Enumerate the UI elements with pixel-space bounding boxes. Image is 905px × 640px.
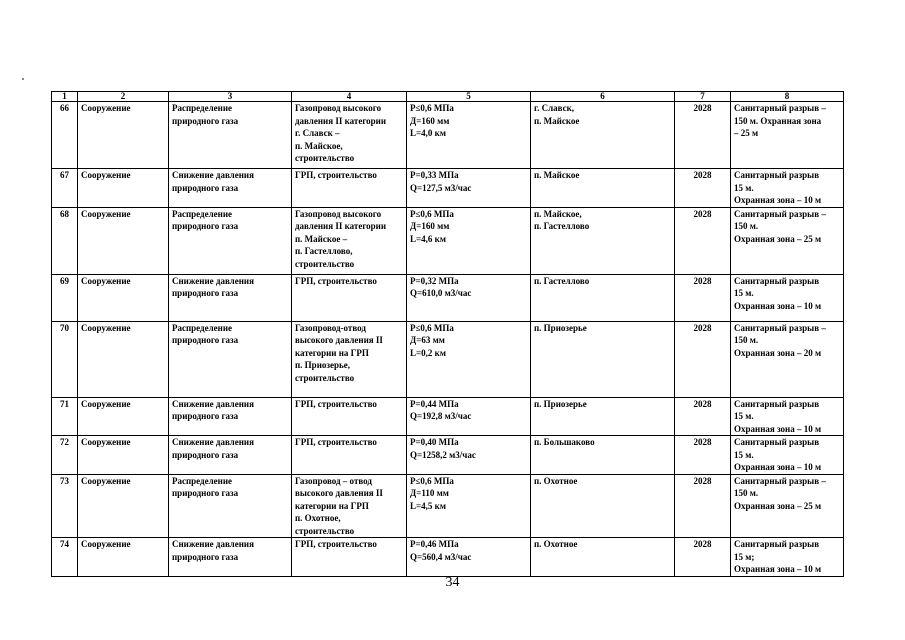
col-header: 2 (78, 92, 169, 102)
cell-num: 69 (52, 274, 78, 321)
cell-num: 74 (52, 538, 78, 577)
cell-zone: Санитарный разрыв 15 м. Охранная зона – 10 м (731, 274, 844, 321)
cell-purpose: Распределение природного газа (169, 207, 292, 274)
cell-object: Газопровод – отвод высокого давления II категории на ГРП п. Охотное, строительство (292, 474, 407, 538)
cell-year: 2028 (675, 274, 731, 321)
cell-type: Сооружение (78, 397, 169, 436)
cell-location: п. Майское, п. Гастеллово (531, 207, 675, 274)
table-row (52, 274, 844, 321)
cell-object: Газопровод-отвод высокого давления II категории на ГРП п. Приозерье, строительство (292, 321, 407, 397)
col-header: 7 (675, 92, 731, 102)
cell-year: 2028 (675, 436, 731, 475)
cell-type: Сооружение (78, 102, 169, 169)
cell-zone: Санитарный разрыв 15 м. Охранная зона – 10 м (731, 169, 844, 208)
cell-purpose: Распределение природного газа (169, 474, 292, 538)
cell-location: п. Охотное (531, 538, 675, 577)
col-header: 5 (407, 92, 531, 102)
cell-num: 67 (52, 169, 78, 208)
cell-num: 71 (52, 397, 78, 436)
cell-params: P=0,44 МПа Q=192,8 м3/час (407, 397, 531, 436)
data-table (51, 91, 844, 577)
cell-purpose: Снижение давления природного газа (169, 274, 292, 321)
cell-zone: Санитарный разрыв 15 м. Охранная зона – 10 м (731, 397, 844, 436)
cell-object: Газопровод высокого давления II категории п. Майское – п. Гастеллово, строительство (292, 207, 407, 274)
cell-zone: Санитарный разрыв – 150 м. Охранная зона – 20 м (731, 321, 844, 397)
col-header: 8 (731, 92, 844, 102)
cell-purpose: Снижение давления природного газа (169, 397, 292, 436)
cell-location: п. Охотное (531, 474, 675, 538)
cell-params: P≤0,6 МПа Д=160 мм L=4,6 км (407, 207, 531, 274)
cell-year: 2028 (675, 169, 731, 208)
col-header: 3 (169, 92, 292, 102)
cell-location: п. Приозерье (531, 321, 675, 397)
cell-params: P=0,46 МПа Q=560,4 м3/час (407, 538, 531, 577)
table-row (52, 169, 844, 208)
cell-type: Сооружение (78, 474, 169, 538)
cell-year: 2028 (675, 538, 731, 577)
table-row (52, 397, 844, 436)
cell-params: P≤0,6 МПа Д=63 мм L=0,2 км (407, 321, 531, 397)
cell-object: Газопровод высокого давления II категории г. Славск – п. Майское, строительство (292, 102, 407, 169)
cell-year: 2028 (675, 397, 731, 436)
cell-params: P=0,33 МПа Q=127,5 м3/час (407, 169, 531, 208)
cell-object: ГРП, строительство (292, 397, 407, 436)
cell-year: 2028 (675, 321, 731, 397)
col-header: 6 (531, 92, 675, 102)
col-header: 1 (52, 92, 78, 102)
cell-purpose: Распределение природного газа (169, 321, 292, 397)
cell-type: Сооружение (78, 321, 169, 397)
cell-params: P≤0,6 МПа Д=160 мм L=4,0 км (407, 102, 531, 169)
table-row (52, 538, 844, 577)
header-row (52, 92, 844, 102)
cell-num: 72 (52, 436, 78, 475)
cell-location: п. Майское (531, 169, 675, 208)
page-number: 34 (445, 575, 460, 590)
cell-location: п. Гастеллово (531, 274, 675, 321)
cell-num: 68 (52, 207, 78, 274)
cell-params: P≤0,6 МПа Д=110 мм L=4,5 км (407, 474, 531, 538)
cell-type: Сооружение (78, 169, 169, 208)
table-row (52, 102, 844, 169)
cell-type: Сооружение (78, 274, 169, 321)
cell-zone: Санитарный разрыв – 150 м. Охранная зона – 25 м (731, 474, 844, 538)
cell-year: 2028 (675, 207, 731, 274)
cell-purpose: Снижение давления природного газа (169, 538, 292, 577)
cell-zone: Санитарный разрыв 15 м. Охранная зона – 10 м (731, 436, 844, 475)
cell-object: ГРП, строительство (292, 169, 407, 208)
scan-speck (22, 78, 24, 80)
cell-params: P=0,40 МПа Q=1258,2 м3/час (407, 436, 531, 475)
cell-location: г. Славск, п. Майское (531, 102, 675, 169)
cell-type: Сооружение (78, 207, 169, 274)
cell-zone: Санитарный разрыв – 150 м. Охранная зона – 25 м (731, 102, 844, 169)
cell-purpose: Снижение давления природного газа (169, 169, 292, 208)
table-row (52, 207, 844, 274)
table-row (52, 474, 844, 538)
cell-type: Сооружение (78, 538, 169, 577)
table-row (52, 321, 844, 397)
cell-object: ГРП, строительство (292, 538, 407, 577)
cell-object: ГРП, строительство (292, 436, 407, 475)
col-header: 4 (292, 92, 407, 102)
cell-purpose: Снижение давления природного газа (169, 436, 292, 475)
cell-num: 66 (52, 102, 78, 169)
cell-year: 2028 (675, 102, 731, 169)
cell-params: P=0,32 МПа Q=610,0 м3/час (407, 274, 531, 321)
cell-num: 73 (52, 474, 78, 538)
table-row (52, 436, 844, 475)
cell-purpose: Распределение природного газа (169, 102, 292, 169)
cell-object: ГРП, строительство (292, 274, 407, 321)
cell-zone: Санитарный разрыв – 150 м. Охранная зона – 25 м (731, 207, 844, 274)
cell-year: 2028 (675, 474, 731, 538)
cell-location: п. Большаково (531, 436, 675, 475)
cell-location: п. Приозерье (531, 397, 675, 436)
cell-type: Сооружение (78, 436, 169, 475)
cell-num: 70 (52, 321, 78, 397)
cell-zone: Санитарный разрыв 15 м; Охранная зона – 10 м (731, 538, 844, 577)
